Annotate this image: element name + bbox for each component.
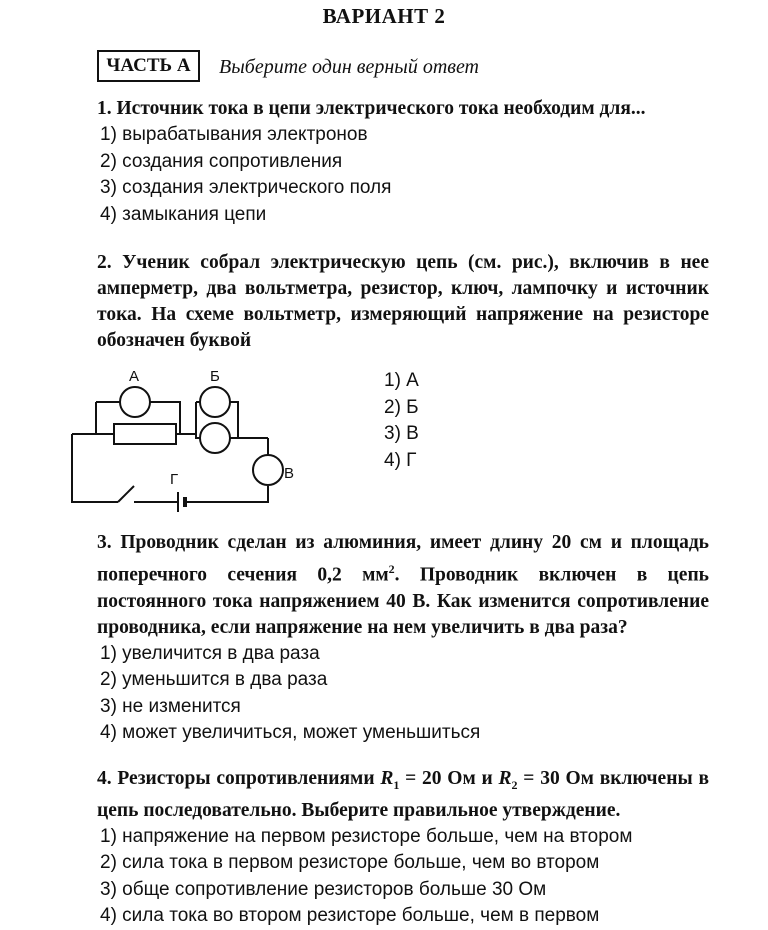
question-1-option-1: 1) вырабатывания электронов [100,124,368,145]
voltmeter-v-circle [253,455,283,485]
label-g: Г [170,471,179,488]
voltmeter-b-circle [200,387,230,417]
question-4-text [97,766,709,824]
question-2-option-3: 3) В [384,423,419,444]
question-2-options [381,368,419,474]
question-3-text-sup: 2 [388,562,395,576]
wire-b-right [230,402,238,438]
question-1-option-2: 2) создания сопротивления [100,150,343,172]
question-2-option-2: 2) Б [384,396,419,418]
label-v: В [284,465,295,482]
question-4-sub2: 2 [511,777,518,792]
question-3-option-3: 3) не изменится [100,695,241,717]
question-2-option-1: 1) А [384,370,419,391]
question-4-text-b: = 20 Ом и [399,768,499,789]
question-3-text [97,530,709,641]
question-3 [97,530,709,747]
wire-parallel-left [96,402,114,434]
resistor [114,424,176,444]
question-4-option-4: 4) сила тока во втором резисторе больше, чем в первом [100,905,600,927]
part-instruction: Выберите один верный ответ [219,56,479,78]
question-1-option-3: 3) создания электрического поля [100,177,392,198]
question-2-text: 2. Ученик собрал электрическую цепь (см. рис.), включив в нее амперметр, два вольтметра, резистор, ключ, лампочку и источник тока. На схеме вольтметр, измеряющий напряжение на резисторе обозначен буквой [97,252,709,351]
label-b: Б [210,368,220,385]
question-3-option-4: 4) может увеличиться, может уменьшиться [100,722,481,743]
circuit-diagram [68,362,308,512]
question-1-option-4: 4) замыкания цепи [100,203,267,225]
question-4-text-c: = 30 Ом включены в цепь последовательно. Выберите правильное утверждение. [97,768,709,821]
question-3-option-1: 1) увеличится в два раза [100,642,320,664]
variant-title: ВАРИАНТ 2 [322,4,446,28]
switch-key [118,486,134,502]
question-1 [97,96,709,228]
question-4-sub1: 1 [393,777,400,792]
wire-b-left [196,402,200,438]
question-4 [97,766,709,930]
question-4-option-3: 3) обще сопротивление резисторов больше 30 Ом [100,878,547,900]
part-label: ЧАСТЬ А [97,50,200,82]
question-3-option-2: 2) уменьшится в два раза [100,669,328,690]
question-3-text-part1: 3. Проводник сделан из алюминия, имеет длину 20 см и площадь поперечного сечения 0,2 мм [97,532,709,586]
ammeter-a-circle [120,387,150,417]
wire-bottom-right [185,486,268,502]
question-4-r1: R [380,768,394,789]
question-4-text-a: 4. Резисторы сопротивлениями [97,768,381,789]
question-4-option-2: 2) сила тока в первом резисторе больше, чем во втором [100,852,600,874]
question-2-option-4: 4) Г [384,449,417,471]
question-3-text-part2: . Проводник включен в цепь постоянного тока напряжением 40 В. Как изменится сопротивление проводника, если напряжение на нем увеличить в два раза? [97,564,709,638]
wire-left-bottom [72,434,118,502]
question-1-text: 1. Источник тока в цепи электрического тока необходим для... [97,98,646,119]
question-2 [97,250,709,354]
question-4-option-1: 1) напряжение на первом резисторе больше, чем на втором [100,825,633,847]
lamp-circle [200,423,230,453]
question-4-r2: R [498,768,512,789]
label-a: А [129,368,140,385]
